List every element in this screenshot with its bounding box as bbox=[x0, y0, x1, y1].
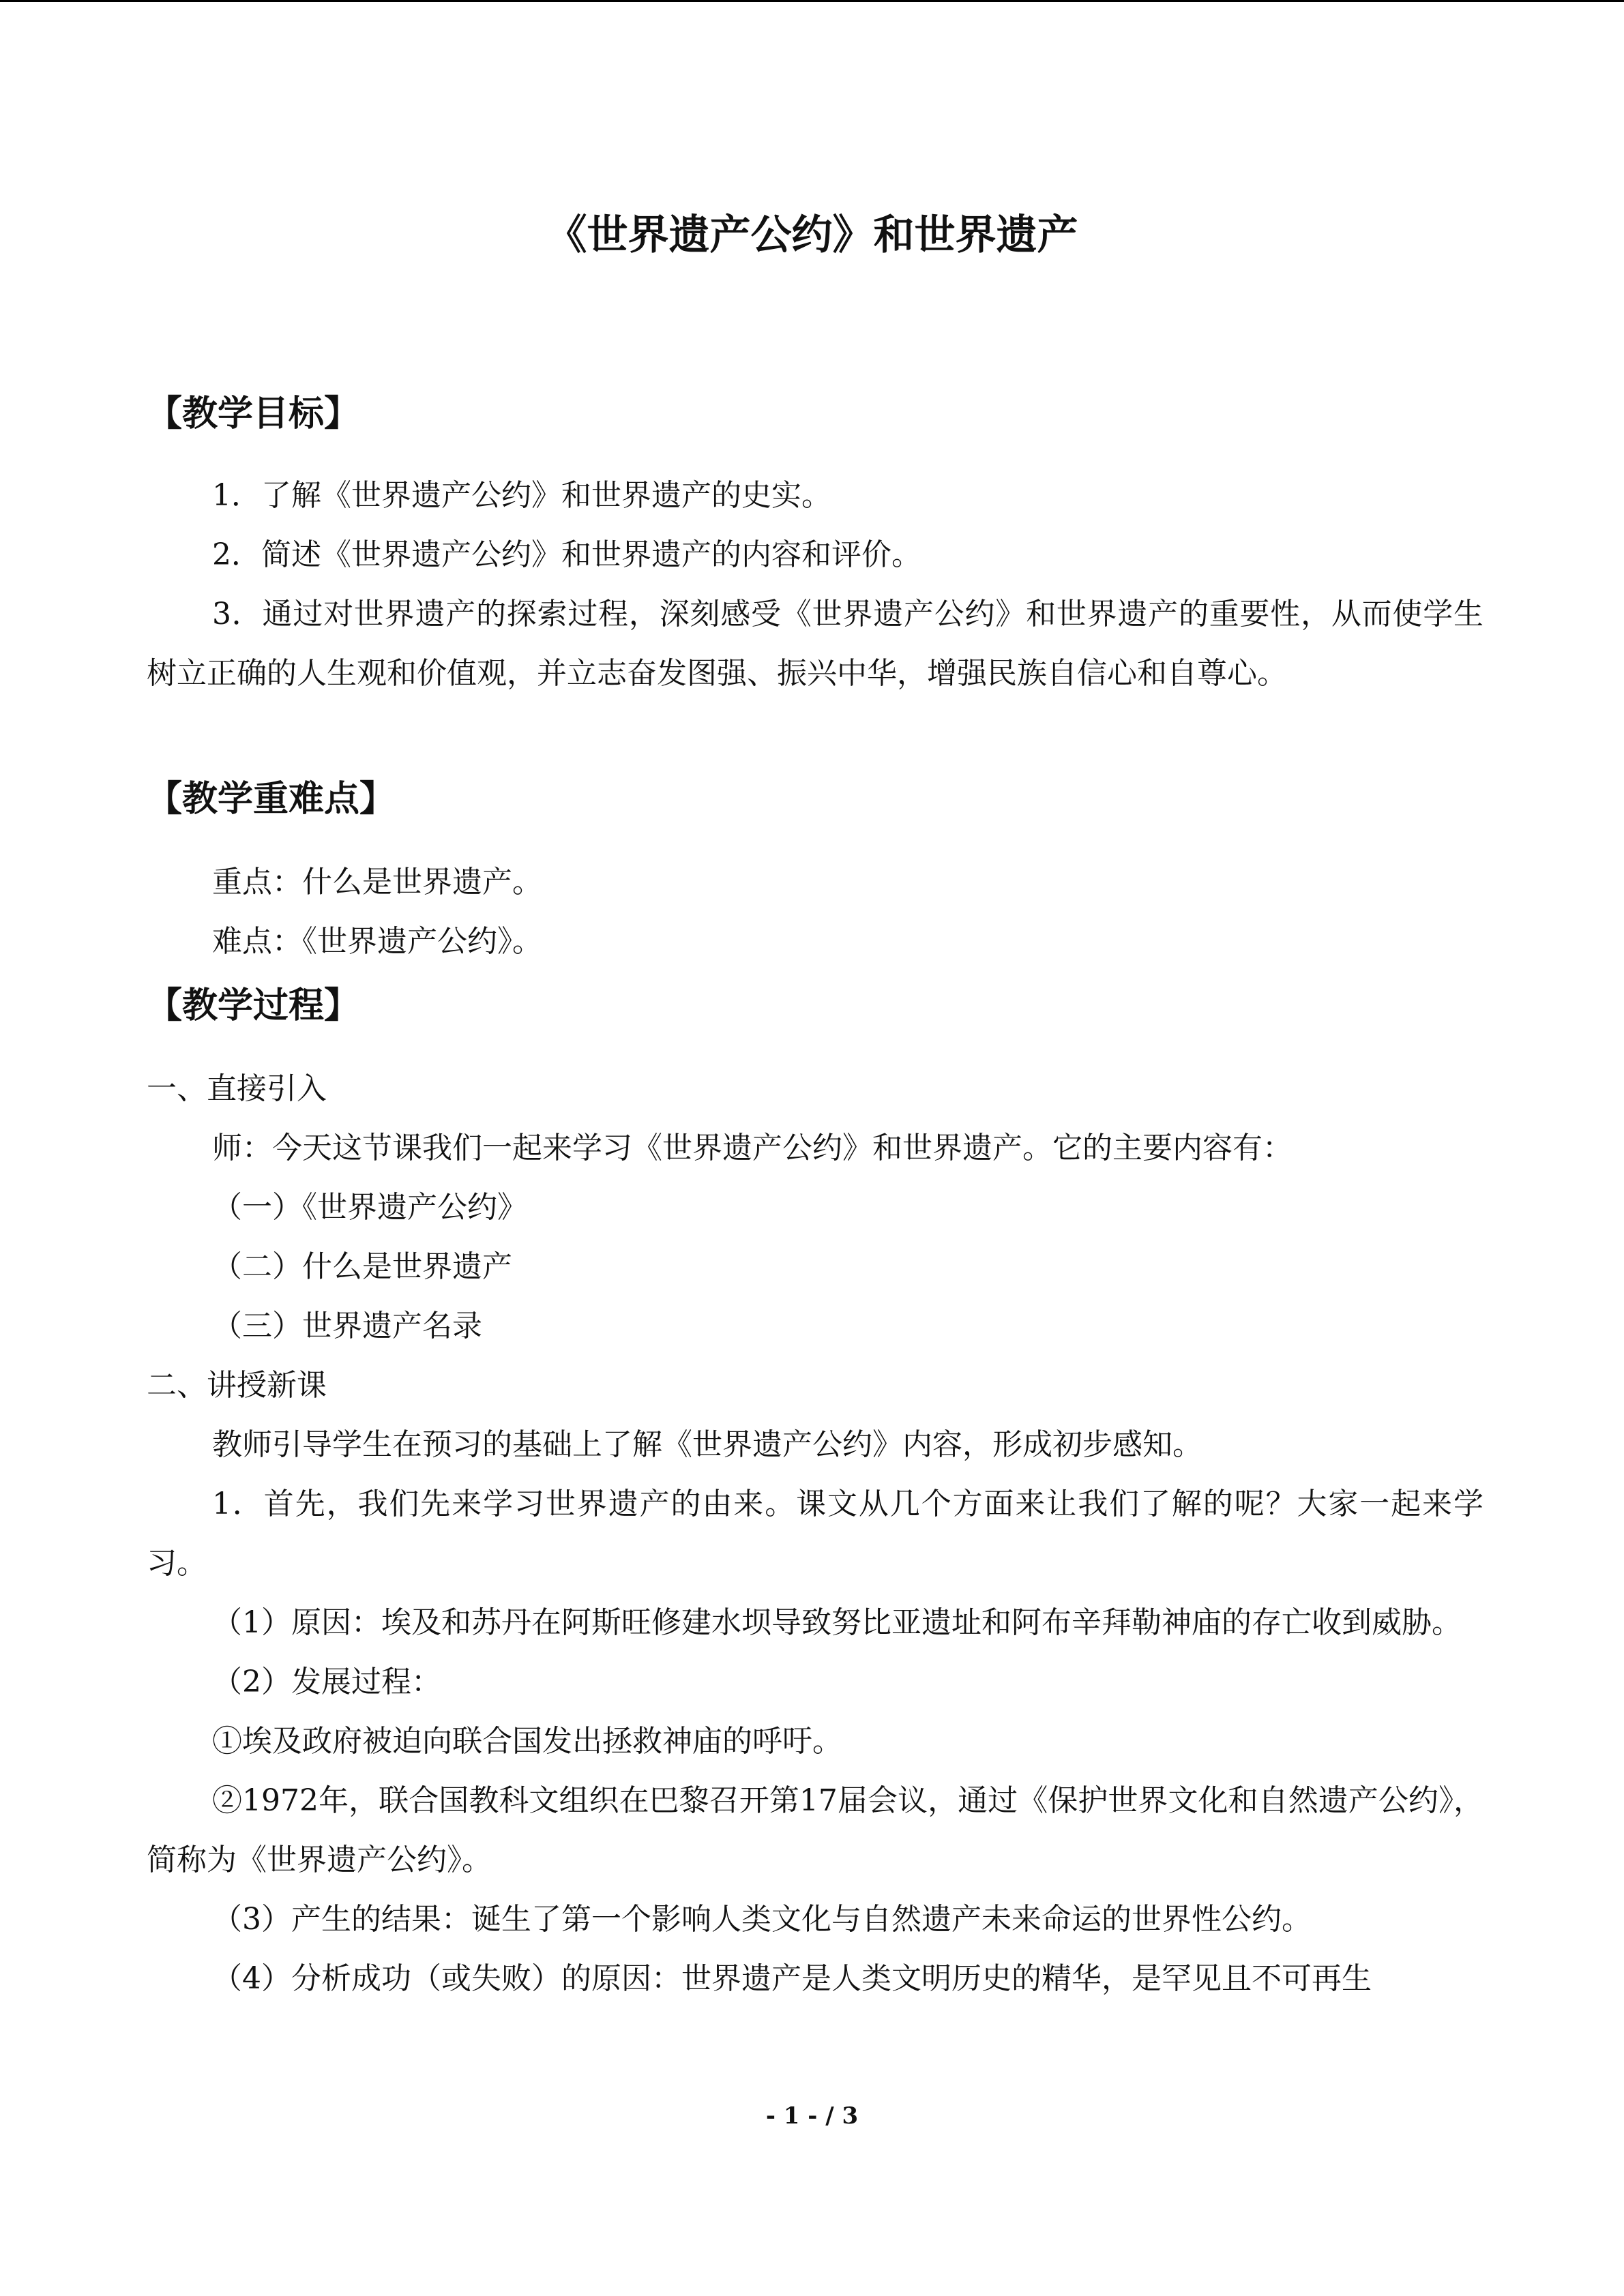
objective-item: 2．简述《世界遗产公约》和世界遗产的内容和评价。 bbox=[212, 537, 921, 572]
process-paragraph: 教师引导学生在预习的基础上了解《世界遗产公约》内容，形成初步感知。 bbox=[212, 1427, 1202, 1462]
key-point-item: 重点：什么是世界遗产。 bbox=[212, 865, 542, 899]
section-heading-objectives: 【教学目标】 bbox=[147, 393, 360, 434]
process-subheading: 二、讲授新课 bbox=[147, 1368, 327, 1403]
document-title: 《世界遗产公约》和世界遗产 bbox=[546, 211, 1078, 259]
process-paragraph: 师：今天这节课我们一起来学习《世界遗产公约》和世界遗产。它的主要内容有： bbox=[212, 1131, 1293, 1165]
process-paragraph: （一）《世界遗产公约》 bbox=[212, 1190, 527, 1225]
section-heading-key-points: 【教学重难点】 bbox=[147, 779, 396, 820]
process-paragraph: （4）分析成功（或失败）的原因：世界遗产是人类文明历史的精华，是罕见且不可再生 bbox=[212, 1961, 1372, 1996]
process-paragraph: ①埃及政府被迫向联合国发出拯救神庙的呼吁。 bbox=[212, 1724, 842, 1759]
section-process bbox=[147, 977, 1483, 1034]
process-paragraph: （1）原因：埃及和苏丹在阿斯旺修建水坝导致努比亚遗址和阿布辛拜勒神庙的存亡收到威胁。 bbox=[212, 1605, 1462, 1640]
process-paragraph: （二）什么是世界遗产 bbox=[212, 1249, 512, 1284]
process-paragraph: （2）发展过程： bbox=[212, 1665, 441, 1699]
section-heading-process: 【教学过程】 bbox=[147, 985, 360, 1026]
section-objectives bbox=[147, 385, 1483, 443]
objective-item: 3．通过对世界遗产的探索过程，深刻感受《世界遗产公约》和世界遗产的重要性，从而使学生树立正确的人生观和价值观，并立志奋发图强、振兴中华，增强民族自信心和自尊心。 bbox=[147, 597, 1483, 691]
top-border-line bbox=[0, 0, 1624, 2]
objectives-list bbox=[147, 466, 1483, 703]
key-points-list bbox=[147, 852, 1483, 971]
process-subheading: 一、直接引入 bbox=[147, 1071, 327, 1106]
process-body bbox=[147, 1059, 1483, 2008]
process-paragraph: ②1972年，联合国教科文组织在巴黎召开第17届会议，通过《保护世界文化和自然遗产公约》，简称为《世界遗产公约》。 bbox=[147, 1783, 1483, 1877]
section-key-points bbox=[147, 771, 1483, 828]
process-paragraph: （三）世界遗产名录 bbox=[212, 1309, 482, 1343]
process-paragraph: 1．首先，我们先来学习世界遗产的由来。课文从几个方面来让我们了解的呢？大家一起来学习。 bbox=[147, 1487, 1483, 1581]
page-number: - 1 - / 3 bbox=[765, 2102, 859, 2130]
objective-item: 1．了解《世界遗产公约》和世界遗产的史实。 bbox=[212, 478, 831, 513]
process-paragraph: （3）产生的结果：诞生了第一个影响人类文化与自然遗产未来命运的世界性公约。 bbox=[212, 1902, 1312, 1937]
difficult-point-item: 难点：《世界遗产公约》。 bbox=[212, 924, 542, 959]
